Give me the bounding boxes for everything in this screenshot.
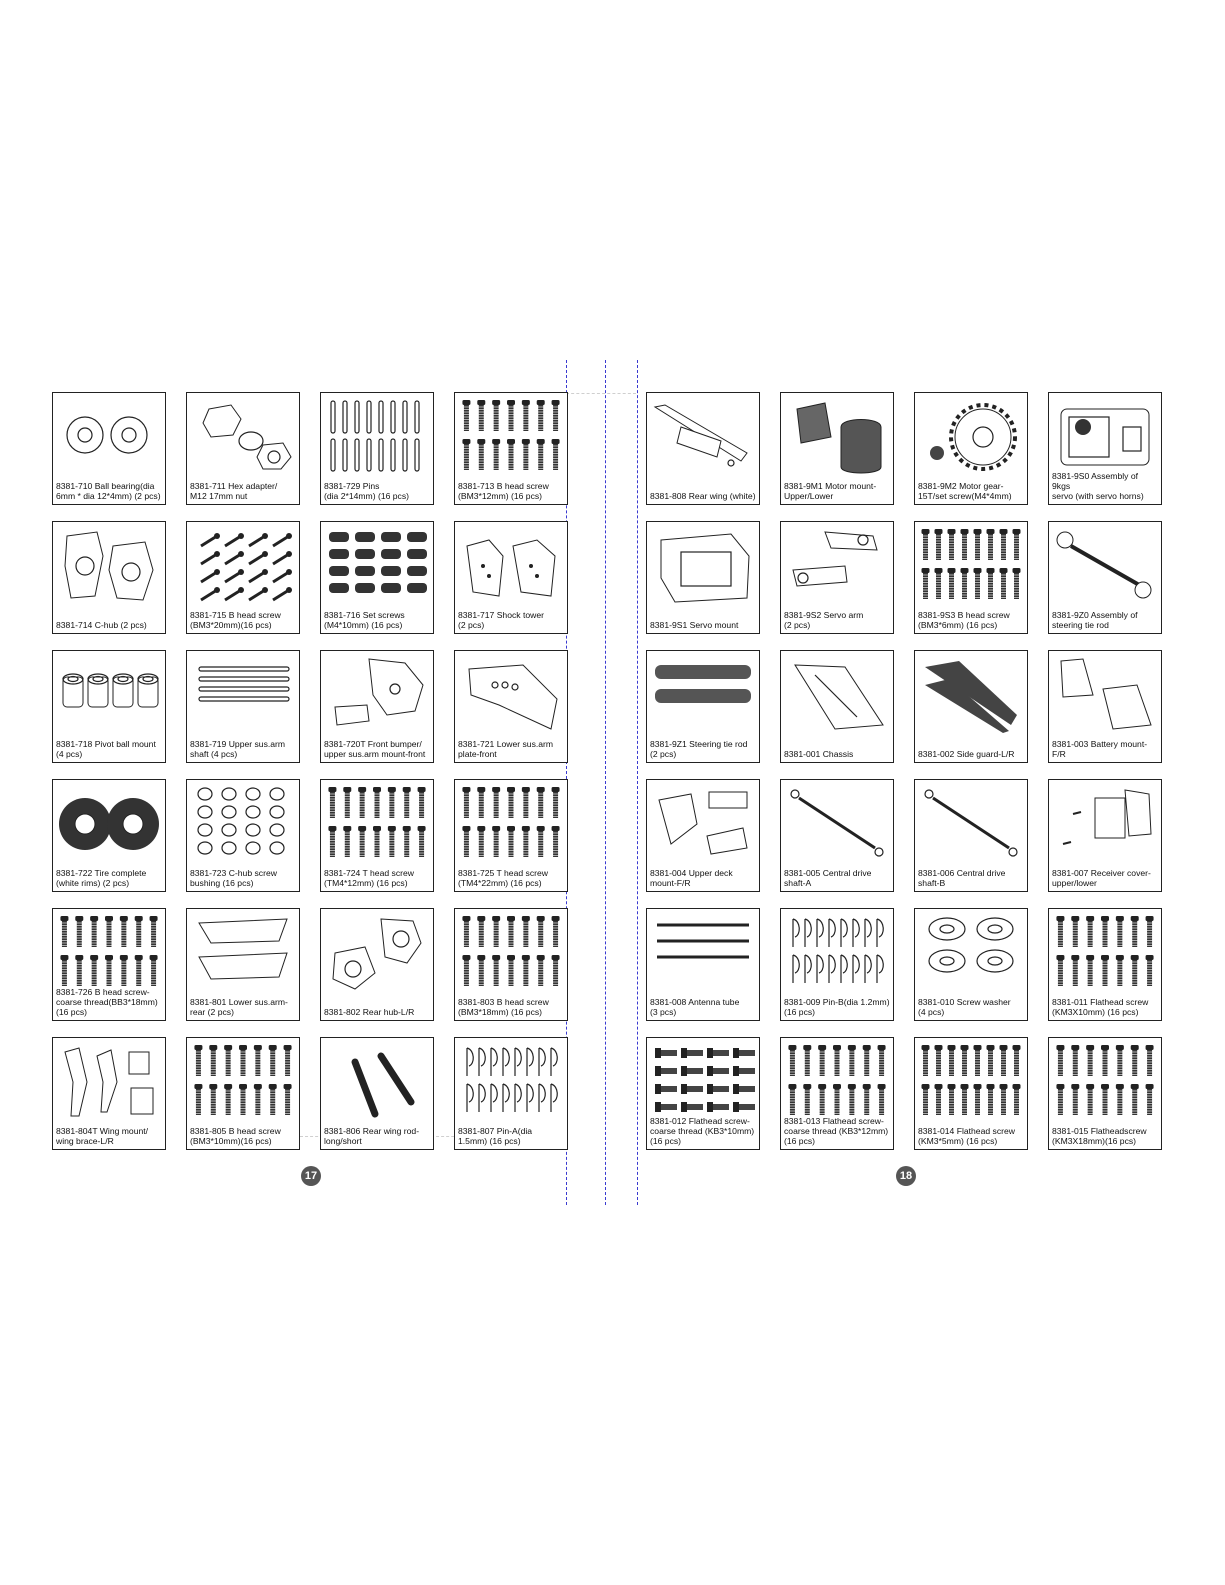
part-caption: 8381-808 Rear wing (white) (650, 491, 756, 501)
part-caption: 8381-725 T head screw (TM4*22mm) (16 pcs) (458, 868, 548, 888)
short-screw-icon (919, 1042, 1023, 1120)
screw-icon (1053, 1042, 1157, 1120)
part-cell (320, 779, 434, 892)
part-cell (646, 908, 760, 1021)
part-cell (186, 1037, 300, 1150)
part-caption: 8381-011 Flathead screw (KM3X10mm) (16 pcs) (1052, 997, 1149, 1017)
part-cell (320, 908, 434, 1021)
part-cell (646, 1037, 760, 1150)
servo-mount-icon (651, 526, 755, 604)
part-cell (186, 779, 300, 892)
part-caption: 8381-008 Antenna tube (3 pcs) (650, 997, 740, 1017)
part-caption: 8381-9M2 Motor gear- 15T/set screw(M4*4mm) (918, 481, 1012, 501)
part-cell (320, 1037, 434, 1150)
antenna-tube-icon (651, 913, 755, 991)
part-caption: 8381-015 Flatheadscrew (KM3X18mm)(16 pcs) (1052, 1126, 1147, 1146)
part-cell (320, 650, 434, 763)
part-cell (186, 650, 300, 763)
rod-icon (325, 1042, 429, 1120)
chassis-icon (785, 655, 889, 733)
receiver-cover-icon (1053, 784, 1157, 862)
motor-mount-icon (785, 397, 889, 475)
part-caption: 8381-013 Flathead screw- coarse thread (KB3*12mm) (16 pcs) (784, 1116, 889, 1146)
part-caption: 8381-9S1 Servo mount (650, 620, 739, 630)
part-cell (454, 650, 568, 763)
fold-line (637, 360, 638, 1205)
servo-arm-icon (785, 526, 889, 604)
clip-pin-icon (785, 913, 889, 991)
part-caption: 8381-729 Pins (dia 2*14mm) (16 pcs) (324, 481, 410, 501)
flat-screw-icon (651, 1042, 755, 1120)
part-caption: 8381-807 Pin-A(dia 1.5mm) (16 pcs) (458, 1126, 533, 1146)
part-cell (914, 779, 1028, 892)
part-caption: 8381-711 Hex adapter/ M12 17mm nut (190, 481, 278, 501)
part-cell (52, 650, 166, 763)
part-cell (186, 392, 300, 505)
part-caption: 8381-724 T head screw (TM4*12mm) (16 pcs) (324, 868, 414, 888)
part-cell (186, 521, 300, 634)
part-cell (780, 1037, 894, 1150)
turnbuckle-icon (651, 655, 755, 733)
fold-line (605, 360, 606, 1205)
tie-rod-icon (1053, 526, 1157, 604)
short-screw-icon (919, 526, 1023, 604)
part-caption: 8381-721 Lower sus.arm plate-front (458, 739, 554, 759)
part-caption: 8381-710 Ball bearing(dia 6mm * dia 12*4mm) (2 pcs) (56, 481, 161, 501)
part-caption: 8381-720T Front bumper/ upper sus.arm mount-front (324, 739, 426, 759)
screw-icon (1053, 913, 1157, 991)
part-cell (1048, 521, 1162, 634)
pivot-ball-icon (57, 655, 161, 733)
part-caption: 8381-9S0 Assembly of 9kgs servo (with servo horns) (1052, 471, 1144, 501)
part-cell (52, 779, 166, 892)
part-caption: 8381-010 Screw washer (4 pcs) (918, 997, 1011, 1017)
part-caption: 8381-005 Central drive shaft-A (784, 868, 872, 888)
part-cell (1048, 779, 1162, 892)
part-caption: 8381-001 Chassis (784, 749, 854, 759)
part-cell (454, 908, 568, 1021)
shaft-icon (191, 655, 295, 733)
part-cell (1048, 650, 1162, 763)
parts-page-right (646, 392, 1166, 1162)
screw-icon (459, 784, 563, 862)
part-caption: 8381-726 B head screw- coarse thread(BB3*18mm) (16 pcs) (56, 987, 158, 1017)
part-cell (1048, 908, 1162, 1021)
clip-pin-icon (459, 1042, 563, 1120)
part-cell (186, 908, 300, 1021)
servo-icon (1053, 397, 1157, 475)
part-caption: 8381-801 Lower sus.arm- rear (2 pcs) (190, 997, 288, 1017)
part-cell (52, 1037, 166, 1150)
washer-icon (919, 913, 1023, 991)
part-caption: 8381-9S3 B head screw (BM3*6mm) (16 pcs) (918, 610, 1010, 630)
part-caption: 8381-722 Tire complete (white rims) (2 pcs) (56, 868, 147, 888)
part-caption: 8381-802 Rear hub-L/R (324, 1007, 415, 1017)
page-number: 18 (896, 1166, 916, 1186)
drive-shaft-icon (785, 784, 889, 862)
part-cell (780, 908, 894, 1021)
rear-wing-icon (651, 397, 755, 475)
part-cell (454, 779, 568, 892)
part-caption: 8381-9M1 Motor mount- Upper/Lower (784, 481, 877, 501)
bearing-icon (57, 397, 161, 475)
deck-mount-icon (651, 784, 755, 862)
tire-icon (57, 784, 161, 862)
part-caption: 8381-806 Rear wing rod- long/short (324, 1126, 420, 1146)
parts-page-left (52, 392, 572, 1162)
plate-icon (459, 655, 563, 733)
part-caption: 8381-803 B head screw (BM3*18mm) (16 pcs) (458, 997, 549, 1017)
part-cell (780, 392, 894, 505)
screw-icon (785, 1042, 889, 1120)
part-caption: 8381-804T Wing mount/ wing brace-L/R (56, 1126, 149, 1146)
part-cell (646, 650, 760, 763)
part-cell (320, 392, 434, 505)
part-caption: 8381-004 Upper deck mount-F/R (650, 868, 733, 888)
part-cell (780, 779, 894, 892)
part-caption: 8381-723 C-hub screw bushing (16 pcs) (190, 868, 277, 888)
part-caption: 8381-007 Receiver cover- upper/lower (1052, 868, 1151, 888)
part-cell (914, 392, 1028, 505)
parts-grid (52, 392, 572, 1162)
parts-grid (646, 392, 1166, 1162)
part-cell (320, 521, 434, 634)
screw-icon (459, 397, 563, 475)
part-caption: 8381-719 Upper sus.arm shaft (4 pcs) (190, 739, 286, 759)
drive-shaft-icon (919, 784, 1023, 862)
part-cell (914, 1037, 1028, 1150)
screw-icon (325, 784, 429, 862)
part-caption: 8381-002 Side guard-L/R (918, 749, 1015, 759)
page-number: 17 (301, 1166, 321, 1186)
part-caption: 8381-714 C-hub (2 pcs) (56, 620, 147, 630)
part-caption: 8381-006 Central drive shaft-B (918, 868, 1006, 888)
part-caption: 8381-9Z1 Steering tie rod (2 pcs) (650, 739, 748, 759)
part-cell (52, 908, 166, 1021)
part-cell (1048, 1037, 1162, 1150)
part-caption: 8381-717 Shock tower (2 pcs) (458, 610, 544, 630)
wing-mount-icon (57, 1042, 161, 1120)
bumper-icon (325, 655, 429, 733)
rear-hub-icon (325, 913, 429, 991)
part-cell (914, 908, 1028, 1021)
part-cell (1048, 392, 1162, 505)
part-cell (914, 521, 1028, 634)
part-cell (52, 521, 166, 634)
part-cell (454, 1037, 568, 1150)
part-caption: 8381-713 B head screw (BM3*12mm) (16 pcs) (458, 481, 549, 501)
part-caption: 8381-718 Pivot ball mount (4 pcs) (56, 739, 156, 759)
battery-mount-icon (1053, 655, 1157, 733)
part-cell (914, 650, 1028, 763)
part-cell (646, 521, 760, 634)
shock-tower-icon (459, 526, 563, 604)
bushing-icon (191, 784, 295, 862)
part-cell (780, 650, 894, 763)
part-caption: 8381-805 B head screw (BM3*10mm)(16 pcs) (190, 1126, 281, 1146)
part-cell (454, 392, 568, 505)
part-cell (454, 521, 568, 634)
divider (566, 393, 636, 394)
part-cell (780, 521, 894, 634)
side-guard-icon (919, 655, 1023, 733)
gear-icon (919, 397, 1023, 475)
part-cell (646, 392, 760, 505)
pins-icon (325, 397, 429, 475)
c-hub-icon (57, 526, 161, 604)
part-caption: 8381-715 B head screw (BM3*20mm)(16 pcs) (190, 610, 281, 630)
part-caption: 8381-014 Flathead screw (KM3*5mm) (16 pcs) (918, 1126, 1015, 1146)
part-caption: 8381-003 Battery mount- F/R (1052, 739, 1148, 759)
long-screw-icon (191, 526, 295, 604)
part-caption: 8381-716 Set screws (M4*10mm) (16 pcs) (324, 610, 405, 630)
hex-adapter-icon (191, 397, 295, 475)
part-caption: 8381-009 Pin-B(dia 1.2mm) (16 pcs) (784, 997, 890, 1017)
part-caption: 8381-012 Flathead screw- coarse thread (KB3*10mm) (16 pcs) (650, 1116, 755, 1146)
screw-icon (57, 913, 161, 991)
sus-arm-icon (191, 913, 295, 991)
screw-icon (191, 1042, 295, 1120)
part-caption: 8381-9Z0 Assembly of steering tie rod (1052, 610, 1138, 630)
part-cell (646, 779, 760, 892)
part-caption: 8381-9S2 Servo arm (2 pcs) (784, 610, 864, 630)
set-screw-icon (325, 526, 429, 604)
part-cell (52, 392, 166, 505)
screw-icon (459, 913, 563, 991)
